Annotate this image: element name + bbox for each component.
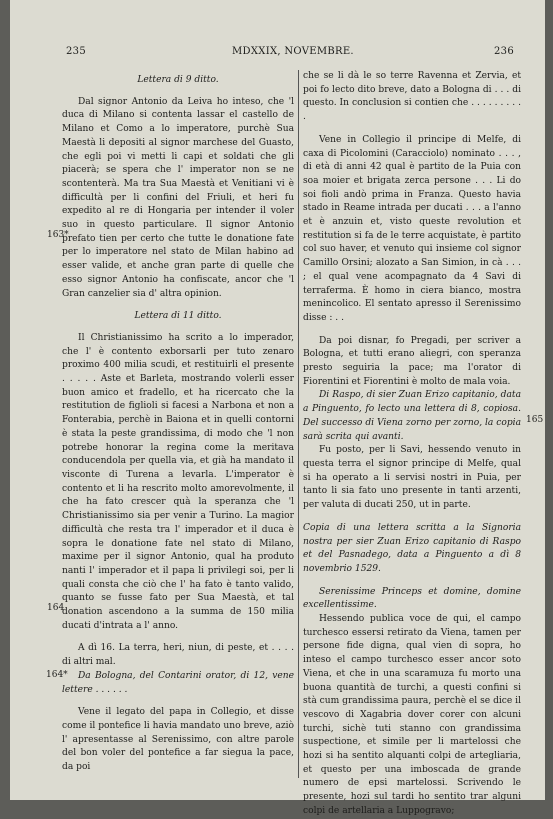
- italic-note: Da Bologna, del Contarini orator, di 12, vene lettere . . . . . .: [62, 670, 294, 695]
- paragraph: A dì 16. La terra, heri, niun, di peste, et . . . . di altri mal.: [62, 643, 294, 668]
- salutation: Serenissime Princeps et domine, domine excellentissime.: [303, 586, 521, 611]
- letter-heading: Lettera di 9 ditto.: [137, 75, 219, 85]
- right-column: [303, 70, 521, 819]
- paragraph: Hessendo publica voce de qui, el campo turchesco essersi retirato da Viena, tamen per persone fide digna, qual vien di sopra, ho inteso el campo turchesco esser ancor soto Viena, et che in una scaramuza fu morto una buona quantità de turchi, a questi confini si stà cum grandissima paura, perchè el se dice il vescovo di Xagabria dover corer con alcuni turchi, sichè tuti stanno con grandissima suspectione, et simile per li martelossi che hozi si ha sentito alquanti colpi de artegliaria, et questo per una imboscada de grande numero de epsi martelossi. Scrivendo le presente, hozi sul tardi ho sentito trar alguni colpi de artellaria a Luppogravo;: [303, 614, 521, 816]
- paragraph: Da poi disnar, fo Pregadi, per scriver a Bologna, et tutti erano aliegri, con speranza presto seguiria la pace; ma l'orator di Fiorentini et Fiorentini è molto de mala voia.: [303, 335, 521, 387]
- left-page-number: 235: [66, 46, 86, 57]
- column-divider: [298, 70, 299, 778]
- paragraph: Vene in Collegio il principe di Melfe, di caxa di Picolomini (Caracciolo) nominato . . . , di età di anni 42 qual è partito de la Puia con soa moier et brigata zerca persone . . . Li do soi fioli andò prima in Franza. Questo havia stado in Reame intrada per ducati . . . a l'anno et è anzuin et, visto queste revolution et restitution si fa de le terre acquistate, è partito col suo haver, et venuto qui insieme col signor Camillo Orsini; alozato a San Simion, in cà . . . ; el qual vene acompagnato da 4 Savi di terraferma. È homo in ciera bianco, mostra menincolico. El sentato apresso il Serenissimo disse : . .: [303, 134, 521, 323]
- paragraph: Vene il legato del papa in Collegio, et disse come il pontefice li havia mandato uno breve, aziò l' apresentasse al Serenissimo, con altre parole del bon voler del pontefice a far siegua la pace, da poi: [62, 707, 294, 773]
- book-page: [10, 0, 545, 816]
- margin-number: 164: [47, 603, 65, 613]
- letter-heading: Copia di una lettera scritta a la Signoria nostra per sier Zuan Erizo capitanio di Raspo et del Pasnadego, data a Pinguento a dì 8 novembrio 1529.: [303, 522, 521, 574]
- paragraph: che se li dà le so terre Ravenna et Zervia, et poi fo lecto dito breve, dato a Bologna di . . . di questo. In conclusion si contien che . . . . . . . . . .: [303, 71, 521, 123]
- paragraph: Fu posto, per li Savi, hessendo venuto in questa terra el signor principe di Melfe, qual si ha operato a li servisi nostri in Puia, per tanto li sia fato uno presente in tanti arzenti, per valuta di ducati 250, ut in parte.: [303, 445, 521, 511]
- margin-number: 164*: [46, 670, 68, 680]
- italic-note: Di Raspo, di sier Zuan Erizo capitanio, data a Pinguento, fo lecto una lettera di 8, copiosa. Del successo di Viena zorno per zorno, la copia sarà scrita qui avanti.: [303, 390, 521, 442]
- running-title: MDXXIX, NOVEMBRE.: [232, 46, 354, 57]
- paragraph: Il Christianissimo ha scrito a lo imperador, che l' è contento exborsarli per tuto zenaro proximo 400 milia scudi, et restituirli el presente . . . . . Aste et Barleta, mostrando volerli esser buon amico et fradello, et ha ricercato che la restitution de figlioli si facesi a Narbona et non a Fonterabia, perchè in Baiona et in quelli contorni è stata la peste grandissima, di modo che 'l non potrebe honorar la regina come la meritava conducendola per quella via, et già ha mandato il visconte di Turena a levarla. L'imperator è contento et li ha rescrito molto amorevolmente, il che ha fato crescer quà la speranza che 'l Christianissimo sia per venir a Turino. La magior difficultà che resta tra l' imperador et il duca è sopra le donatione fate nel stato di Milano, maxime per il signor Antonio, qual ha produto nanti l' imperador et il papa li privilegi soi, per li quali consta che ciò che l' ha fato è tanto valido, quanto se fusse fato per Sua Maestà, et tal donation ascendono a la summa de 150 milia ducati d'intrata a l' anno.: [62, 332, 294, 631]
- letter-heading: Lettera di 11 ditto.: [134, 311, 222, 322]
- right-page-number: 236: [494, 46, 514, 57]
- margin-number: 163*: [47, 230, 69, 240]
- paragraph: Dal signor Antonio da Leiva ho inteso, che 'l duca di Milano si contenta lassar el castello de Milano et Como a lo imperatore, purchè Sua Maestà li depositi al signor marchese del Guasto, che egli poi vi metti li capi et soldati che gli piacerà; se spera che l' imperator non se ne scontenterà. Ma tra Sua Maestà et Venitiani vi è difficultà per li confini del Friuli, et heri fu expedito al re di Hongaria per intender il voler suo in questo particulare. Il signor Antonio prefato tien per certo che tutte le donatione fate per lo imperatore nel stato de Milan habino ad esser valide, et anche gran parte di quelle che esso signor Antonio ha confiscate, ancor che 'l Gran canzelier sia d' altra opinion.: [62, 96, 294, 299]
- margin-number: 165: [526, 415, 544, 425]
- left-column: [62, 70, 294, 775]
